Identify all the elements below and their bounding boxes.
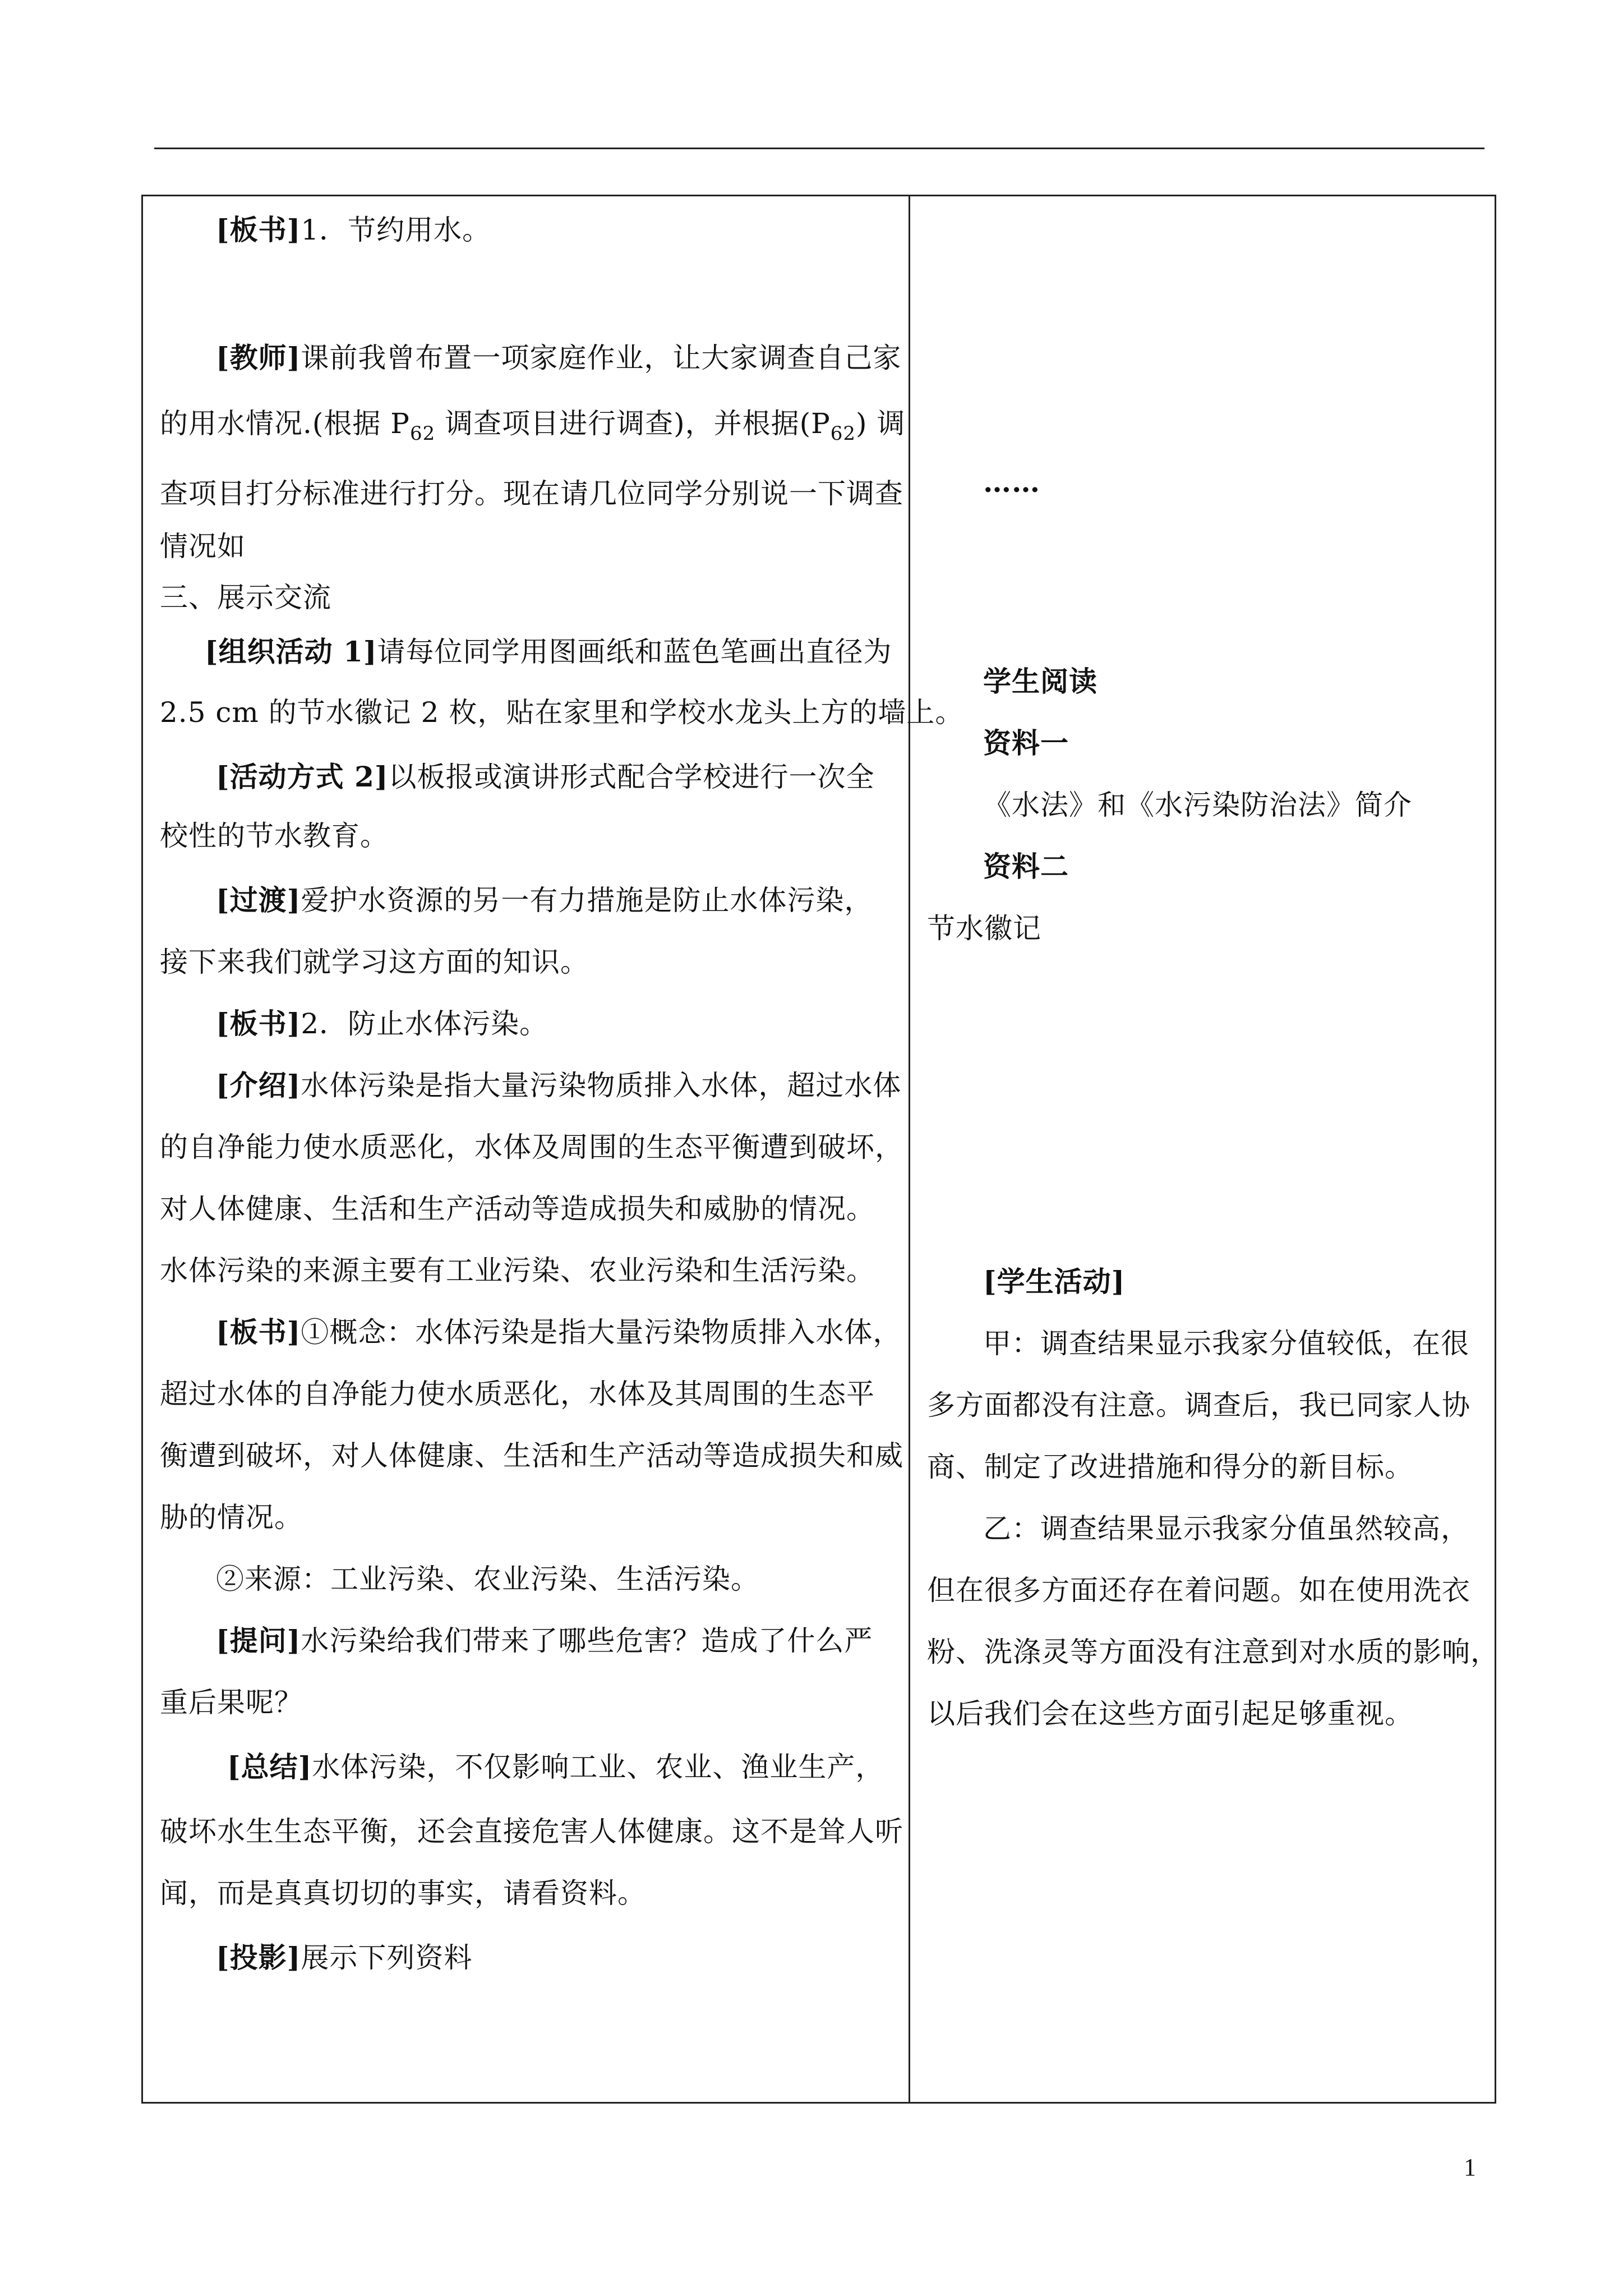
tag-transition: [过渡] [216, 884, 301, 917]
paragraph-line: 校性的节水教育。 [160, 820, 389, 852]
paragraph-line: 多方面都没有注意。调查后，我已同家人协 [927, 1389, 1470, 1421]
tag-board: [板书] [216, 213, 301, 246]
tag-summary: [总结] [227, 1750, 312, 1783]
activity-line: [活动方式 2]以板报或演讲形式配合学校进行一次全 [216, 760, 875, 793]
material-2-text: 节水徽记 [927, 912, 1041, 945]
paragraph-line: 胁的情况。 [160, 1501, 303, 1534]
tag-projection: [投影] [216, 1941, 301, 1974]
paragraph-line: 衡遭到破坏，对人体健康、生活和生产活动等造成损失和威 [160, 1439, 903, 1472]
student-column [910, 196, 1499, 2102]
paragraph-line: 接下来我们就学习这方面的知识。 [160, 946, 589, 978]
lesson-table [141, 195, 1499, 2104]
paragraph-line: 2.5 cm 的节水徽记 2 枚，贴在家里和学校水龙头上方的墙上。 [160, 696, 964, 729]
paragraph-line: 以后我们会在这些方面引起足够重视。 [927, 1697, 1413, 1730]
paragraph-line: 的用水情况.(根据 $P_{62}$ 调查项目进行调查)，并根据$(P_{62})$ 调 [160, 407, 906, 445]
sources-line: ②来源：工业污染、农业污染、生活污染。 [216, 1563, 759, 1595]
paragraph-line: 的自净能力使水质恶化，水体及周围的生态平衡遭到破坏， [160, 1131, 903, 1163]
student-activity-heading: [学生活动] [983, 1265, 1126, 1298]
section-heading: 三、展示交流 [160, 581, 331, 614]
tag-intro: [介绍] [216, 1069, 301, 1102]
board-note-2: [板书]2．防止水体污染。 [216, 1007, 548, 1040]
paragraph-line: 情况如 [160, 530, 246, 563]
summary-line: [总结]水体污染，不仅影响工业、农业、渔业生产， [227, 1750, 884, 1783]
paragraph-line: 重后果呢？ [160, 1686, 303, 1719]
teacher-column [143, 196, 964, 2102]
ellipsis: …… [983, 466, 1040, 499]
paragraph-line: 对人体健康、生活和生产活动等造成损失和威胁的情况。 [160, 1193, 875, 1225]
paragraph-line: 粉、洗涤灵等方面没有注意到对水质的影响， [927, 1636, 1499, 1668]
board-note-3: [板书]①概念：水体污染是指大量污染物质排入水体， [216, 1315, 902, 1349]
tag-activity-2: [活动方式 2] [216, 760, 389, 793]
material-1-text: 《水法》和《水污染防治法》简介 [983, 789, 1412, 821]
material-2-heading: 资料二 [983, 850, 1069, 883]
tag-board: [板书] [216, 1315, 301, 1349]
tag-question: [提问] [216, 1624, 301, 1657]
response-a-line: 甲：调查结果显示我家分值较低，在很 [983, 1327, 1469, 1360]
response-b-line: 乙：调查结果显示我家分值虽然较高， [983, 1512, 1469, 1545]
header-rule [154, 148, 1484, 149]
paragraph-line: 闻，而是真真切切的事实，请看资料。 [160, 1877, 646, 1910]
question-line: [提问]水污染给我们带来了哪些危害？造成了什么严 [216, 1624, 873, 1657]
tag-board: [板书] [216, 1007, 301, 1040]
board-note-1: [板书]1．节约用水。 [216, 213, 491, 246]
material-1-heading: 资料一 [983, 726, 1069, 760]
intro-line: [介绍]水体污染是指大量污染物质排入水体，超过水体 [216, 1069, 902, 1102]
paragraph-line: 水体污染的来源主要有工业污染、农业污染和生活污染。 [160, 1254, 875, 1287]
teacher-line: [教师]课前我曾布置一项家庭作业，让大家调查自己家 [216, 341, 902, 374]
paragraph-line: 超过水体的自净能力使水质恶化，水体及其周围的生态平 [160, 1378, 875, 1410]
projection-line: [投影]展示下列资料 [216, 1941, 473, 1974]
tag-activity-1: [组织活动 1] [205, 635, 377, 668]
activity-line: [组织活动 1]请每位同学用图画纸和蓝色笔画出直径为 [205, 635, 892, 668]
student-reading-heading: 学生阅读 [983, 665, 1098, 698]
transition-line: [过渡]爱护水资源的另一有力措施是防止水体污染， [216, 884, 873, 917]
page-number: 1 [1464, 2154, 1476, 2181]
paragraph-line: 但在很多方面还存在着问题。如在使用洗衣 [927, 1574, 1470, 1607]
paragraph-line: 查项目打分标准进行打分。现在请几位同学分别说一下调查 [160, 477, 903, 510]
paragraph-line: 破坏水生生态平衡，还会直接危害人体健康。这不是耸人听 [160, 1815, 903, 1848]
tag-teacher: [教师] [216, 341, 301, 374]
paragraph-line: 商、制定了改进措施和得分的新目标。 [927, 1451, 1413, 1483]
